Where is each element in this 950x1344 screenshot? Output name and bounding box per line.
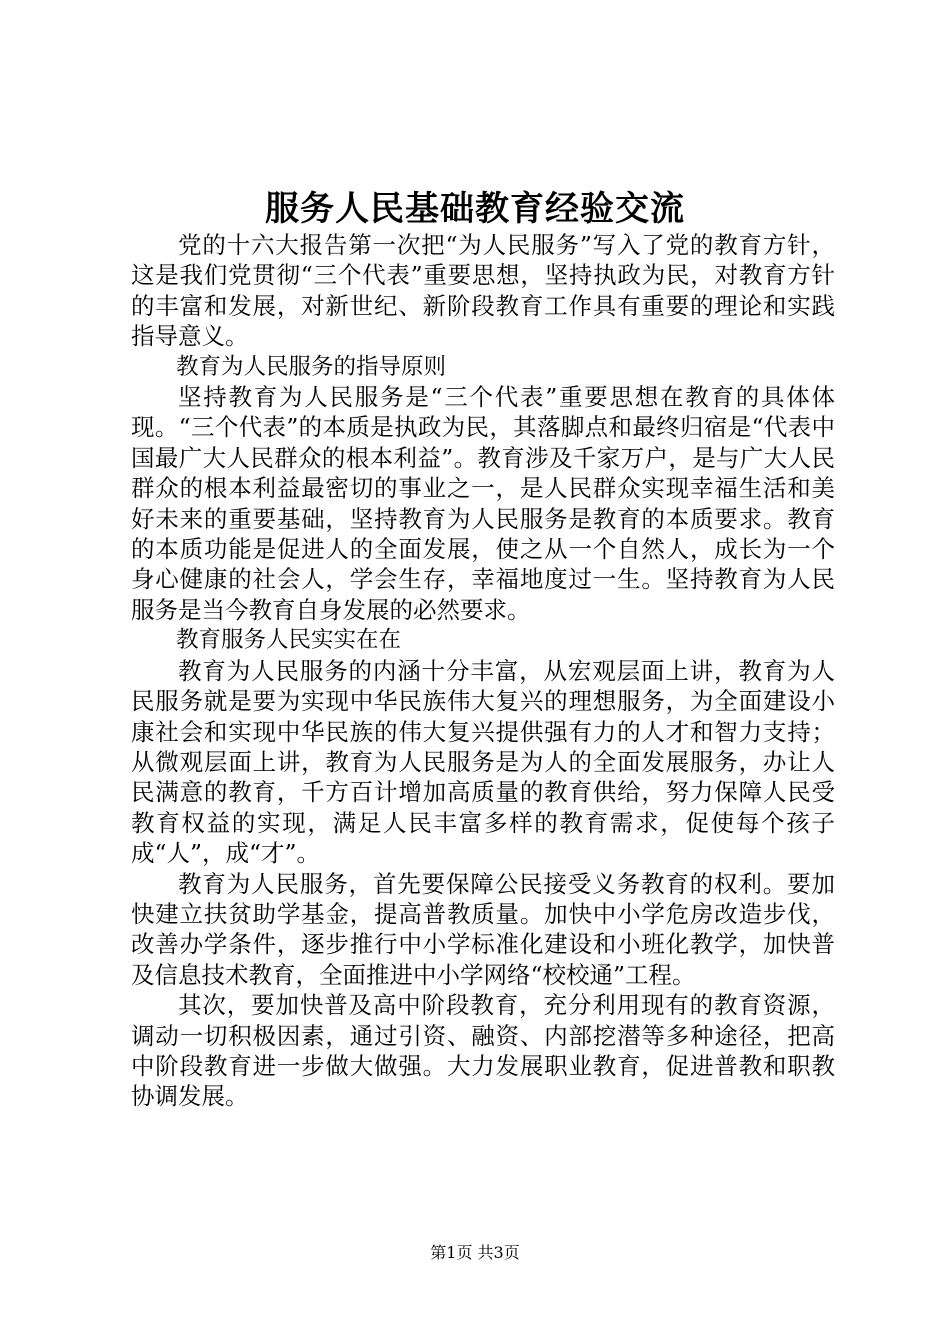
paragraph-principles: 坚持教育为人民服务是“三个代表”重要思想在教育的具体体现。“三个代表”的本质是执政为民，其落脚点和最终归宿是“代表中国最广大人民群众的根本利益”。教育涉及千家万户，是与广大人民群众的根本利益最密切的事业之一，是人民群众实现幸福生活和美好未来的重要基础，坚持教育为人民服务是教育的本质要求。教育的本质功能是促进人的全面发展，使之从一个自然人，成长为一个身心健康的社会人，学会生存，幸福地度过一生。坚持教育为人民服务是当今教育自身发展的必然要求。 — [131, 383, 835, 624]
paragraph-meaning: 教育为人民服务的内涵十分丰富，从宏观层面上讲，教育为人民服务就是要为实现中华民族伟大复兴的理想服务，为全面建设小康社会和实现中华民族的伟大复兴提供强有力的人才和智力支持；从微观层面上讲，教育为人民服务是为人的全面发展服务，办让人民满意的教育，千方百计增加高质量的教育供给，努力保障人民受教育权益的实现，满足人民丰富多样的教育需求，促使每个孩子成“人”，成“才”。 — [131, 656, 835, 868]
paragraph-compulsory-education: 教育为人民服务，首先要保障公民接受义务教育的权利。要加快建立扶贫助学基金，提高普教质量。加快中小学危房改造步伐，改善办学条件，逐步推行中小学标准化建设和小班化教学，加快普及信息技术教育，全面推进中小学网络“校校通”工程。 — [131, 869, 835, 989]
section-heading-practical: 教育服务人民实实在在 — [176, 627, 402, 654]
paragraph-high-school-education: 其次，要加快普及高中阶段教育，充分利用现有的教育资源，调动一切积极因素，通过引资、融资、内部挖潜等多种途径，把高中阶段教育进一步做大做强。大力发展职业教育，促进普教和职教协调发展。 — [131, 991, 835, 1111]
paragraph-intro: 党的十六大报告第一次把“为人民服务”写入了党的教育方针，这是我们党贯彻“三个代表”重要思想，坚持执政为民，对教育方针的丰富和发展，对新世纪、新阶段教育工作具有重要的理论和实践指导意义。 — [131, 231, 835, 351]
page-number-footer: 第1页 共3页 — [430, 1243, 520, 1262]
document-title: 服务人民基础教育经验交流 — [265, 189, 685, 229]
section-heading-principles: 教育为人民服务的指导原则 — [176, 353, 447, 380]
document-body — [131, 230, 835, 1112]
